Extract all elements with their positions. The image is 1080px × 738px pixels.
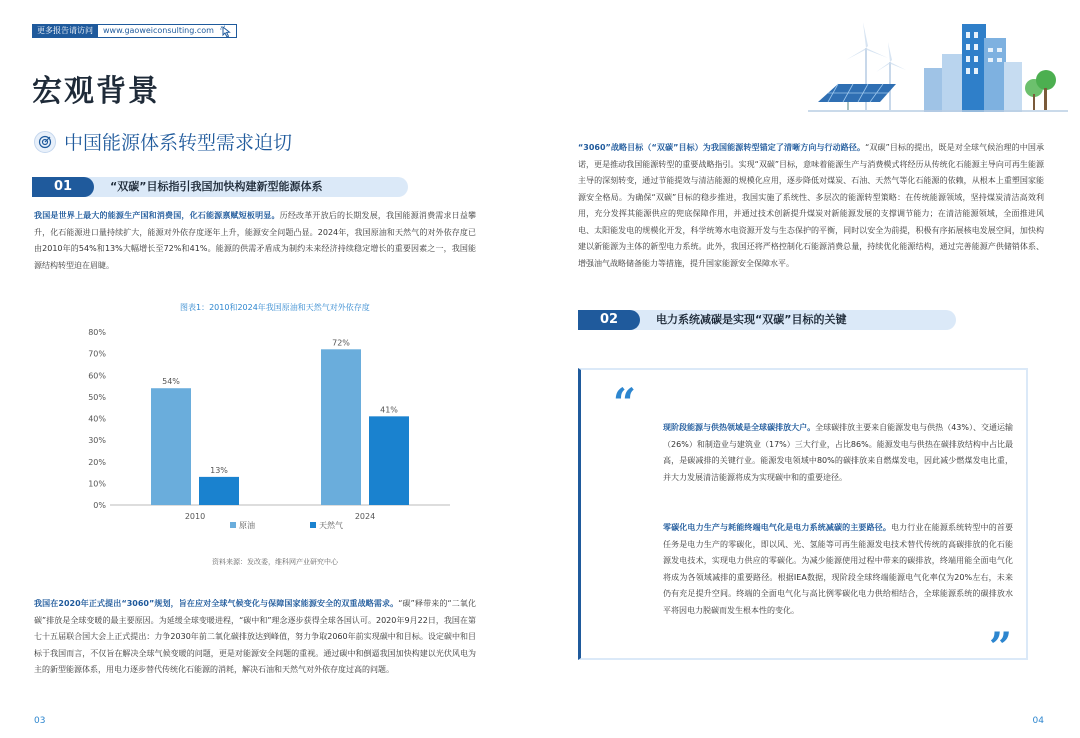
top-banner <box>32 24 237 38</box>
tree-icon <box>1025 70 1056 110</box>
legend-label: 天然气 <box>319 521 343 530</box>
quote-paragraph-1 <box>663 420 1013 486</box>
page-number-right: 04 <box>1032 716 1044 726</box>
y-tick-label: 40% <box>88 414 106 424</box>
y-tick-label: 80% <box>88 328 106 337</box>
left-p1-body: 历经改革开放后的长期发展，我国能源消费需求日益攀升，化石能源进口量持续扩大，能源对外依存度逐年上升，能源安全问题凸显。2024年，我国原油和天然气的对外依存度已由2010年的54%和13%大幅增长至72%和41%。能源的供需矛盾成为制约未来经济持续稳定增长的重要因素之一，我国能源结构转型迫在眉睫。 <box>34 211 477 270</box>
subsection-01-banner <box>32 177 408 197</box>
subsection-02-banner <box>578 310 956 330</box>
subsection-title: 电力系统减碳是实现“双碳”目标的关键 <box>656 313 847 326</box>
legend-swatch <box>230 522 236 528</box>
left-p2-highlight: 我国在2020年正式提出“3060”规划，旨在应对全球气候变化与保障国家能源安全的双重战略需求。 <box>34 599 399 608</box>
y-tick-label: 50% <box>88 392 106 402</box>
x-tick-label: 2024 <box>354 512 376 521</box>
quote-paragraph-2 <box>663 520 1013 619</box>
subsection-title: “双碳”目标指引我国加快构建新型能源体系 <box>110 180 323 193</box>
left-paragraph-2 <box>34 596 476 679</box>
legend-swatch <box>310 522 316 528</box>
city-energy-illustration <box>808 18 1068 114</box>
bar-天然气-2024 <box>369 416 409 505</box>
y-tick-label: 60% <box>88 371 106 381</box>
subsection-number: 02 <box>578 310 640 330</box>
solar-panel-icon <box>818 84 896 110</box>
quote-p2-body: 电力行业在能源系统转型中的首要任务是电力生产的零碳化，即以风、光、氢能等可再生能源发电技术替代传统的高碳排放的化石能源发电技术，实现电力供应的零碳化。为减少能源使用过程中带来的碳排放，终端用能全面电气化将成为各领域减排的重要路径。根据IEA数据，现阶段全球终端能源电气化率仅为20%左右，未来仍有充足提升空间。终端的全面电气化与高比例零碳化电力供给相结合，全球能源系统的碳排放水平将因电力脱碳而发生根本性的变化。 <box>663 523 1013 615</box>
legend-label: 原油 <box>239 521 255 530</box>
left-p2-body: “碳”释带来的“二氧化碳”排放是全球变暖的最主要原因。为延缓全球变暖进程，“碳中和”理念逐步获得全球各国认可。2020年9月22日，我国在第七十五届联合国大会上正式提出：力争2030年前二氧化碳排放达到峰值，努力争取2060年前实现碳中和目标。设定碳中和目标于我国而言，不仅旨在解决全球气候变暖的问题，更是对能源安全问题的重视。通过碳中和倒逼我国加快构建以光伏风电为主的新型能源体系，用电力逐步替代传统化石能源的消耗，解决石油和天然气对外依存度过高的问题。 <box>34 599 477 674</box>
quote-p2-highlight: 零碳化电力生产与耗能终端电气化是电力系统减碳的主要路径。 <box>663 523 891 532</box>
data-label: 13% <box>210 465 228 475</box>
x-tick-label: 2010 <box>184 512 206 521</box>
quote-p1-highlight: 现阶段能源与供热领域是全球碳排放大户。 <box>663 423 816 432</box>
website-url[interactable]: www.gaoweiconsulting.com <box>103 26 214 35</box>
data-label: 54% <box>162 377 180 387</box>
pointer-icon <box>218 25 232 39</box>
left-p1-highlight: 我国是世界上最大的能源生产国和消费国，化石能源禀赋短板明显。 <box>34 211 280 220</box>
y-tick-label: 20% <box>88 457 106 467</box>
bar-天然气-2010 <box>199 477 239 505</box>
chart-title: 图表1：2010和2024年我国原油和天然气对外依存度 <box>180 303 370 312</box>
page-number-left: 03 <box>34 716 46 726</box>
right-p1-highlight: “3060”战略目标（“双碳”目标）为我国能源转型锚定了清晰方向与行动路径。 <box>578 143 866 152</box>
dependency-bar-chart <box>80 322 460 542</box>
section-header <box>34 128 292 155</box>
y-tick-label: 10% <box>88 479 106 489</box>
buildings-icon <box>924 24 1022 112</box>
y-tick-label: 70% <box>88 349 106 359</box>
data-label: 72% <box>332 338 350 348</box>
quote-p1-body: 全球碳排放主要来自能源发电与供热（43%）、交通运输（26%）和制造业与建筑业（17%）三大行业，占比86%。能源发电与供热在碳排放结构中占比最高，是碳减排的关键行业。能源发电领域中80%的碳排放来自燃煤发电，因此减少燃煤发电比重，并大力发展清洁能源将成为实现碳中和的重要途径。 <box>663 423 1014 482</box>
left-paragraph-1 <box>34 208 476 274</box>
target-icon <box>34 131 56 153</box>
bar-原油-2024 <box>321 349 361 505</box>
subsection-number: 01 <box>32 177 94 197</box>
right-paragraph-1 <box>578 140 1044 272</box>
bar-原油-2010 <box>151 388 191 505</box>
data-label: 41% <box>380 405 398 415</box>
chart-source: 资料来源：发改委，维科网产业研究中心 <box>212 558 338 566</box>
y-tick-label: 30% <box>88 436 106 446</box>
visit-label: 更多报告请访问 <box>32 24 98 38</box>
y-tick-label: 0% <box>93 501 106 510</box>
right-p1-body: “双碳”目标的提出，既是对全球气候治理的中国承诺，更是推动我国能源转型的重要战略指引。实现“双碳”目标，意味着能源生产与消费模式将经历从传统化石能源主导向可再生能源主导的深刻转变，通过节能提效与清洁能源的规模化应用，逐步降低对煤炭、石油、天然气等化石能源的依赖，从根本上重塑国家能源安全格局。为确保“双碳”目标的稳步推进，我国实施了系统性、多层次的能源转型策略：在传统能源领域，坚持煤炭清洁高效利用，充分发挥其能源供应的兜底保障作用，并通过技术创新提升煤炭对新能源发展的支撑调节能力；在清洁能源领域，全面推进风电、太阳能发电的规模化开发，科学统筹水电资源开发与生态保护的平衡，同时以安全为前提，积极有序拓展核电发展空间，加快构建以新能源为主体的新型电力系统。此外，我国还将严格控制化石能源消费总量，持续优化能源结构，通过完善能源产供储销体系、增强油气战略储备能力等措施，提升国家能源安全保障水平。 <box>578 143 1044 268</box>
page-title: 宏观背景 <box>32 74 160 109</box>
section-title: 中国能源体系转型需求迫切 <box>64 132 293 154</box>
website-link[interactable] <box>98 24 237 38</box>
quote-box <box>578 368 1028 671</box>
close-quote-icon: ” <box>989 624 1013 671</box>
open-quote-icon: “ <box>613 380 637 427</box>
